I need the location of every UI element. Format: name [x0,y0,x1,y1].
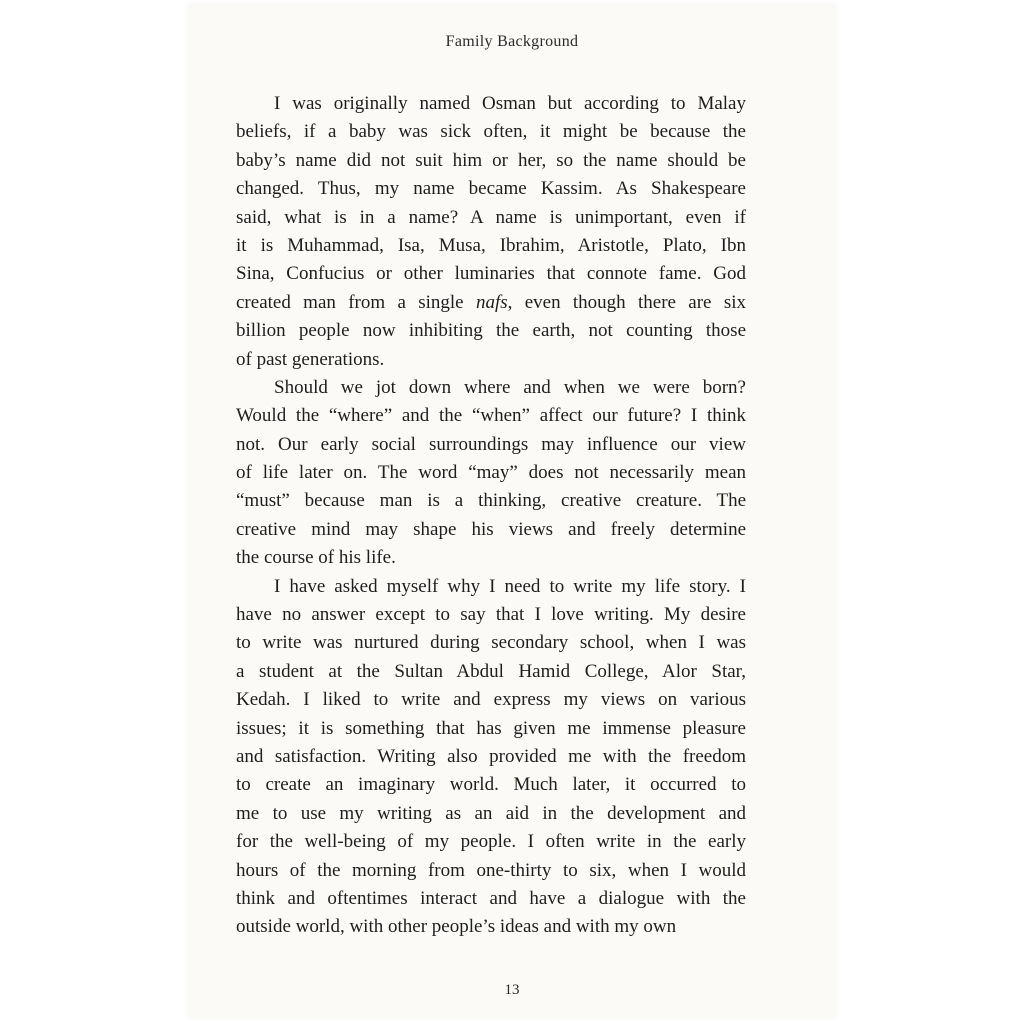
text-line: beliefs, if a baby was sick often, it might be because the [236,121,746,143]
paragraph [236,374,746,573]
text-line: for the well-being of my people. I often write in the early [236,831,746,853]
paragraph [236,573,746,942]
text-line: to create an imaginary world. Much later, it occurred to [236,774,746,796]
text-line: Sina, Confucius or other luminaries that connote fame. God [236,263,746,285]
text-line: it is Muhammad, Isa, Musa, Ibrahim, Aristotle, Plato, Ibn [236,234,746,256]
text-line: and satisfaction. Writing also provided me with the freedom [236,745,746,767]
text-line: outside world, with other people’s ideas and with my own [236,916,677,938]
text-line: the course of his life. [236,547,396,569]
text-line: of life later on. The word “may” does not necessarily mean [236,462,746,484]
text-line: me to use my writing as an aid in the development and [236,802,746,824]
text-line: to write was nurtured during secondary school, when I was [236,632,746,654]
page-number: 13 [504,982,520,998]
text-line: issues; it is something that has given me immense pleasure [236,717,746,739]
italic-word: nafs [475,291,508,313]
body-text [236,90,746,942]
text-line: billion people now inhibiting the earth, not counting those [236,320,746,342]
text-line: I have asked myself why I need to write my life story. I [274,575,746,597]
book-page [188,4,836,1018]
text-line: have no answer except to say that I love writing. My desire [236,604,746,626]
text-segment: , even though there are six [507,291,746,313]
text-line: said, what is in a name? A name is unimportant, even if [236,206,746,228]
text-line: of past generations. [236,348,385,370]
text-line: creative mind may shape his views and freely determine [236,518,746,540]
paragraph [236,90,746,374]
text-line: I was originally named Osman but according to Malay [274,93,746,114]
text-line: Would the “where” and the “when” affect our future? I think [236,405,746,427]
text-line: changed. Thus, my name became Kassim. As Shakespeare [236,178,746,200]
text-line: “must” because man is a thinking, creative creature. The [236,490,746,512]
text-line: a student at the Sultan Abdul Hamid College, Alor Star, [236,660,746,682]
text-segment: created man from a single [236,291,476,313]
text-line: baby’s name did not suit him or her, so the name should be [236,149,746,171]
text-line: Kedah. I liked to write and express my views on various [236,689,746,711]
text-line: think and oftentimes interact and have a dialogue with the [236,887,746,909]
text-line: Should we jot down where and when we were born? [274,376,746,398]
text-line: not. Our early social surroundings may influence our view [236,433,746,455]
running-head: Family Background [445,33,579,50]
text-line [236,289,746,317]
text-line: hours of the morning from one-thirty to six, when I would [236,859,746,881]
